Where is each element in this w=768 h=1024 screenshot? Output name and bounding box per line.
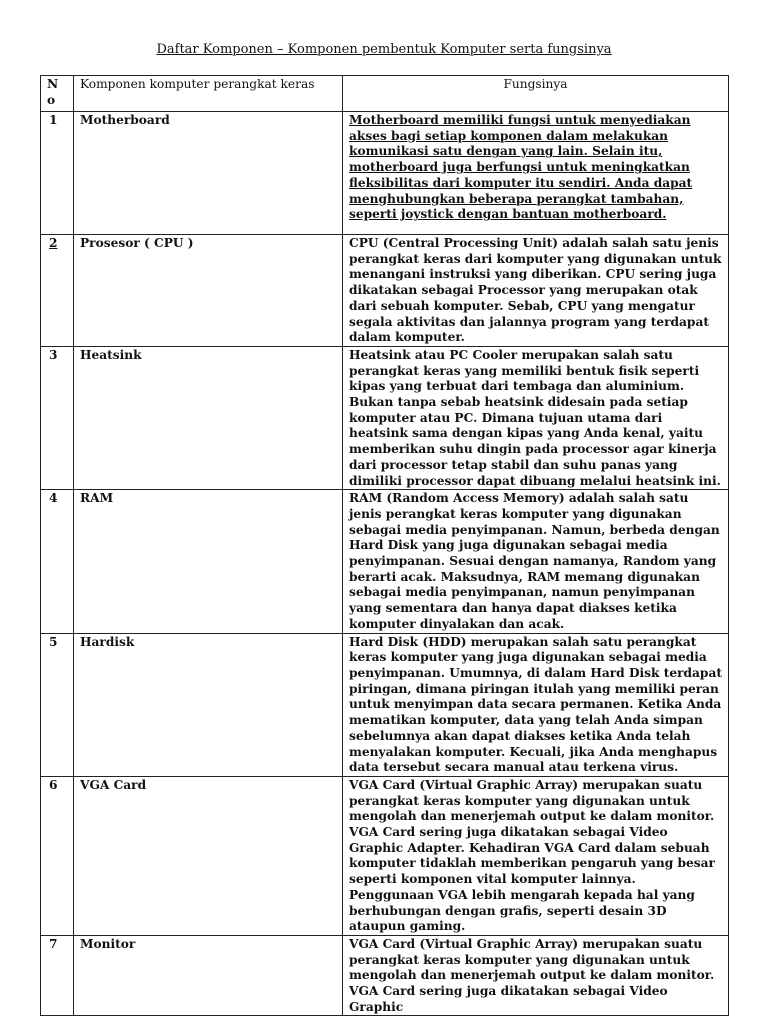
component-name: Motherboard — [74, 112, 343, 235]
table-row — [41, 235, 729, 347]
row-number — [41, 235, 74, 347]
component-description: VGA Card (Virtual Graphic Array) merupakan suatu perangkat keras komputer yang digunakan untuk mengolah dan menerjemah output ke dalam monitor. VGA Card sering juga dikatakan sebagai Video Graphic Adapter. Kehadiran VGA Card dalam sebuah komputer tidaklah memberikan pengaruh yang besar seperti komponen vital komputer lainnya. Penggunaan VGA lebih mengarah kepada hal yang berhubungan dengan grafis, seperti desain 3D ataupun gaming. — [343, 776, 729, 935]
table-header-row — [41, 76, 729, 112]
row-number: 5 — [41, 633, 74, 776]
component-name: Monitor — [74, 935, 343, 1016]
component-name: RAM — [74, 490, 343, 633]
row-number: 1 — [41, 112, 74, 235]
description-text: Motherboard memiliki fungsi untuk menyediakan akses bagi setiap komponen dalam melakukan komunikasi satu dengan yang lain. Selain itu, motherboard juga berfungsi untuk meningkatkan fleksibilitas dari komputer itu sendiri. Anda dapat menghubungkan beberapa perangkat tambahan, seperti joystick dengan bantuan motherboard. — [349, 113, 693, 222]
components-table — [40, 75, 729, 1016]
component-name: Prosesor ( CPU ) — [74, 235, 343, 347]
table-row — [41, 633, 729, 776]
component-name: Hardisk — [74, 633, 343, 776]
component-description: RAM (Random Access Memory) adalah salah satu jenis perangkat keras komputer yang digunakan sebagai media penyimpanan. Namun, berbeda dengan Hard Disk yang juga digunakan sebagai media penyimpanan. Sesuai dengan namanya, Random yang berarti acak. Maksudnya, RAM memang digunakan sebagai media penyimpanan, namun penyimpanan yang sementara dan hanya dapat diakses ketika komputer dinyalakan dan acak. — [343, 490, 729, 633]
table-row — [41, 112, 729, 235]
table-row — [41, 490, 729, 633]
header-function: Fungsinya — [343, 76, 729, 112]
row-number-text: 2 — [49, 236, 58, 250]
header-component: Komponen komputer perangkat keras — [74, 76, 343, 112]
table-row — [41, 935, 729, 1016]
header-no: N o — [41, 76, 74, 112]
component-description — [343, 112, 729, 235]
component-description: VGA Card (Virtual Graphic Array) merupakan suatu perangkat keras komputer yang digunakan untuk mengolah dan menerjemah output ke dalam monitor. VGA Card sering juga dikatakan sebagai Video Graphic — [343, 935, 729, 1016]
row-number: 7 — [41, 935, 74, 1016]
component-name: Heatsink — [74, 346, 343, 489]
row-number: 3 — [41, 346, 74, 489]
row-number: 4 — [41, 490, 74, 633]
component-description: Hard Disk (HDD) merupakan salah satu perangkat keras komputer yang juga digunakan sebagai media penyimpanan. Umumnya, di dalam Hard Disk terdapat piringan, dimana piringan itulah yang memiliki peran untuk menyimpan data secara permanen. Ketika Anda mematikan komputer, data yang telah Anda simpan sebelumnya akan dapat diakses ketika Anda telah menyalakan komputer. Kecuali, jika Anda menghapus data tersebut secara manual atau terkena virus. — [343, 633, 729, 776]
table-row — [41, 346, 729, 489]
row-number: 6 — [41, 776, 74, 935]
component-description: CPU (Central Processing Unit) adalah salah satu jenis perangkat keras dari komputer yang digunakan untuk menangani instruksi yang diberikan. CPU sering juga dikatakan sebagai Processor yang merupakan otak dari sebuah komputer. Sebab, CPU yang mengatur segala aktivitas dan jalannya program yang terdapat dalam komputer. — [343, 235, 729, 347]
document-title: Daftar Komponen – Komponen pembentuk Komputer serta fungsinya — [156, 42, 612, 57]
component-description: Heatsink atau PC Cooler merupakan salah satu perangkat keras yang memiliki bentuk fisik seperti kipas yang terbuat dari tembaga dan aluminium. Bukan tanpa sebab heatsink didesain pada setiap komputer atau PC. Dimana tujuan utama dari heatsink sama dengan kipas yang Anda kenal, yaitu memberikan suhu dingin pada processor agar kinerja dari processor tetap stabil dan suhu panas yang dimiliki processor dapat dibuang melalui heatsink ini. — [343, 346, 729, 489]
table-row — [41, 776, 729, 935]
component-name: VGA Card — [74, 776, 343, 935]
